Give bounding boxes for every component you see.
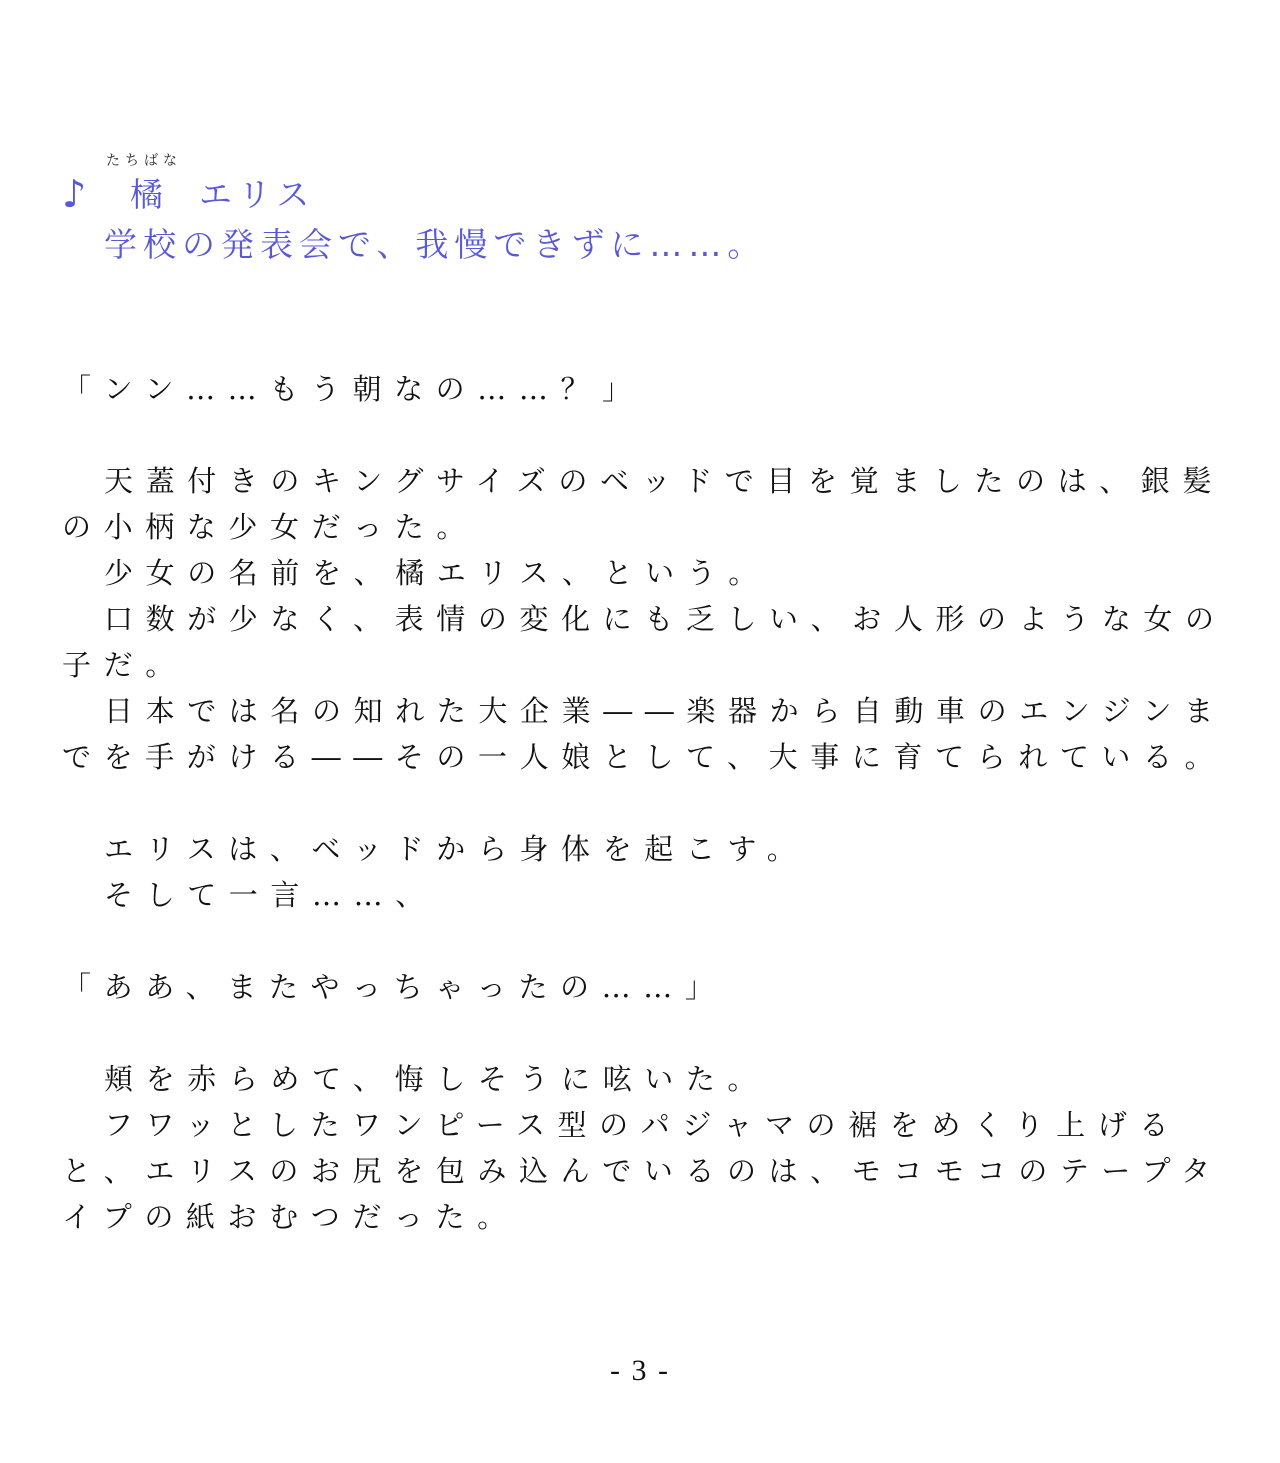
- paragraph: 天蓋付きのキングサイズのベッドで目を覚ましたのは、銀髪の小柄な少女だった。: [62, 464, 1225, 544]
- dialogue-line: 「ああ、またやっちゃったの……」: [62, 970, 727, 1004]
- page-number: - 3 -: [610, 1354, 670, 1387]
- name-ruby: たちばな: [106, 153, 182, 169]
- paragraph: 日本では名の知れた大企業――楽器から自動車のエンジンまでを手がける――その一人娘として、大事に育てられている。: [62, 694, 1227, 774]
- paragraph: フワッとしたワンピース型のパジャマの裾をめくり上げると、エリスのお尻を包み込んでいるのは、モコモコのテープタイプの紙おむつだった。: [62, 1108, 1223, 1234]
- paragraph: エリスは、ベッドから身体を起こす。: [104, 832, 809, 866]
- paragraph: そして一言……、: [104, 878, 437, 912]
- character-name: [106, 153, 316, 214]
- chapter-heading: [62, 150, 1222, 264]
- paragraph: 少女の名前を、橘エリス、という。: [104, 556, 770, 590]
- name-kanji-text: 橘: [130, 175, 169, 214]
- paragraph: 口数が少なく、表情の変化にも乏しい、お人形のような女の子だ。: [62, 602, 1227, 682]
- paragraph: 頬を赤らめて、悔しそうに呟いた。: [104, 1062, 770, 1096]
- music-note-icon: ♪: [62, 172, 87, 216]
- name-katakana: エリス: [199, 175, 316, 214]
- dialogue-line: 「ンン……もう朝なの……？」: [62, 372, 644, 406]
- body-text: [62, 366, 1228, 1240]
- character-name-row: [62, 150, 1222, 220]
- character-name-kanji: [106, 153, 182, 214]
- episode-title: 学校の発表会で、我慢できずに……。: [104, 225, 767, 264]
